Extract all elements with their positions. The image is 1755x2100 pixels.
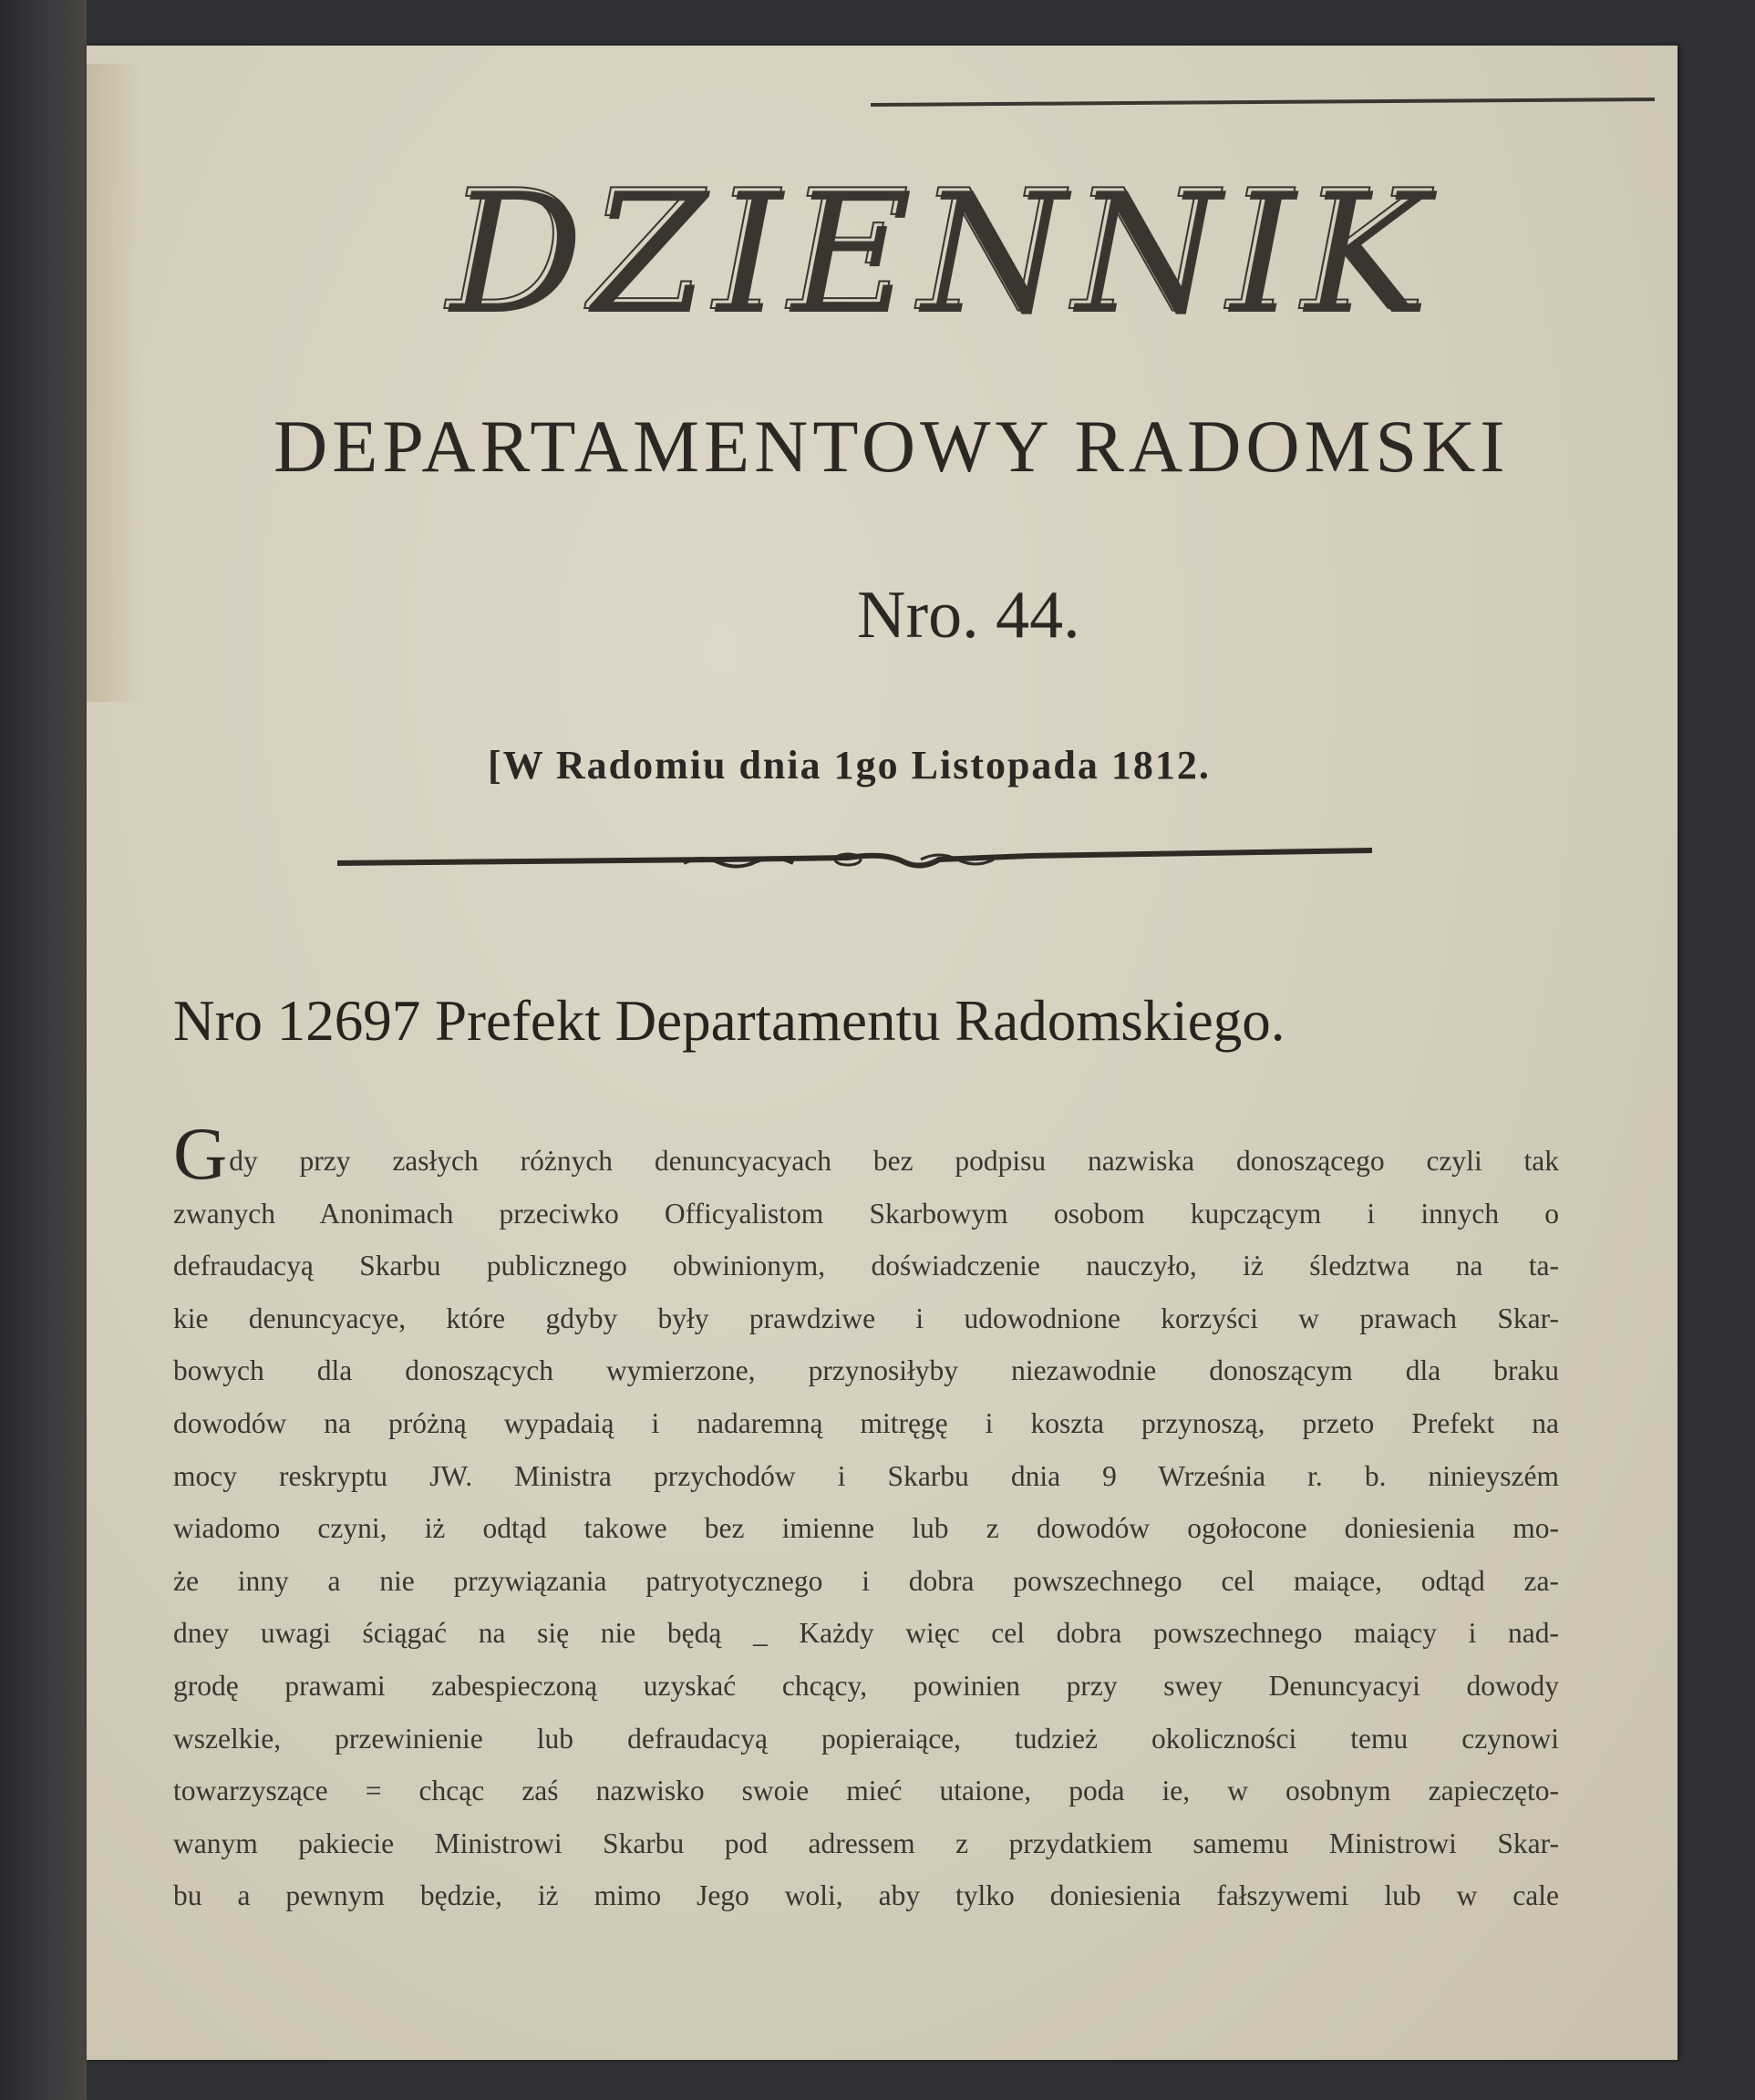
newspaper-page	[87, 46, 1678, 2060]
masthead-title: DZIENNIK	[447, 154, 1435, 347]
dateline: [W Radomiu dnia 1go Listopada 1812.	[488, 743, 1211, 788]
article-line: mocy reskryptu JW. Ministra przychodów i Skarbu dnia 9 Września r. b. ninieyszém	[173, 1459, 1559, 1492]
drop-cap: G	[173, 1112, 228, 1195]
article-line: towarzyszące = chcąc zaś nazwisko swoie mieć utaione, poda ie, w osobnym zapieczęto-	[173, 1775, 1559, 1807]
article-line: wiadomo czyni, iż odtąd takowe bez imienne lub z dowodów ogołocone doniesienia mo-	[173, 1512, 1559, 1545]
article-heading: Nro 12697 Prefekt Departamentu Radomskiego.	[173, 989, 1285, 1053]
article-line: wanym pakiecie Ministrowi Skarbu pod adressem z przydatkiem samemu Ministrowi Skar-	[173, 1827, 1559, 1859]
article-line: dney uwagi ściągać na się nie będą _ Każdy więc cel dobra powszechnego maiący i nad-	[173, 1617, 1559, 1650]
article-line: że inny a nie przywiązania patryotycznego i dobra powszechnego cel maiące, odtąd za-	[173, 1564, 1559, 1597]
top-rule	[871, 98, 1655, 107]
ornamental-divider	[337, 843, 1372, 880]
issue-number: Nro. 44.	[857, 578, 1080, 653]
article-line: grodę prawami zabespieczoną uzyskać chcący, powinien przy swey Denuncyacyi dowody	[173, 1669, 1559, 1702]
article-line: defraudacyą Skarbu publicznego obwinionym, doświadczenie nauczyło, iż śledztwa na ta-	[173, 1250, 1559, 1282]
article-line	[173, 1112, 1559, 1195]
article-body	[173, 1112, 1632, 1928]
article-line: dowodów na próżną wypadaią i nadaremną mitręgę i koszta przynoszą, przeto Prefekt na	[173, 1406, 1559, 1439]
book-spine	[0, 0, 87, 2100]
article-line: zwanych Anonimach przeciwko Officyalistom Skarbowym osobom kupczącym i innych o	[173, 1197, 1559, 1230]
article-line: bu a pewnym będzie, iż mimo Jego woli, aby tylko doniesienia fałszywemi lub w cale	[173, 1879, 1559, 1912]
article-line: kie denuncyacye, które gdyby były prawdziwe i udowodnione korzyści w prawach Skar-	[173, 1302, 1559, 1334]
page-stain	[87, 64, 141, 702]
first-line-text: dy przy zasłych różnych denuncyacyach bez podpisu nazwiska donoszącego czyli tak	[229, 1145, 1559, 1177]
article-line: wszelkie, przewinienie lub defraudacyą popieraiące, tudzież okoliczności temu czynowi	[173, 1722, 1559, 1755]
masthead-subtitle: DEPARTAMENTOWY RADOMSKI	[274, 405, 1510, 488]
article-line: bowych dla donoszących wymierzone, przynosiłyby niezawodnie donoszącym dla braku	[173, 1354, 1559, 1387]
